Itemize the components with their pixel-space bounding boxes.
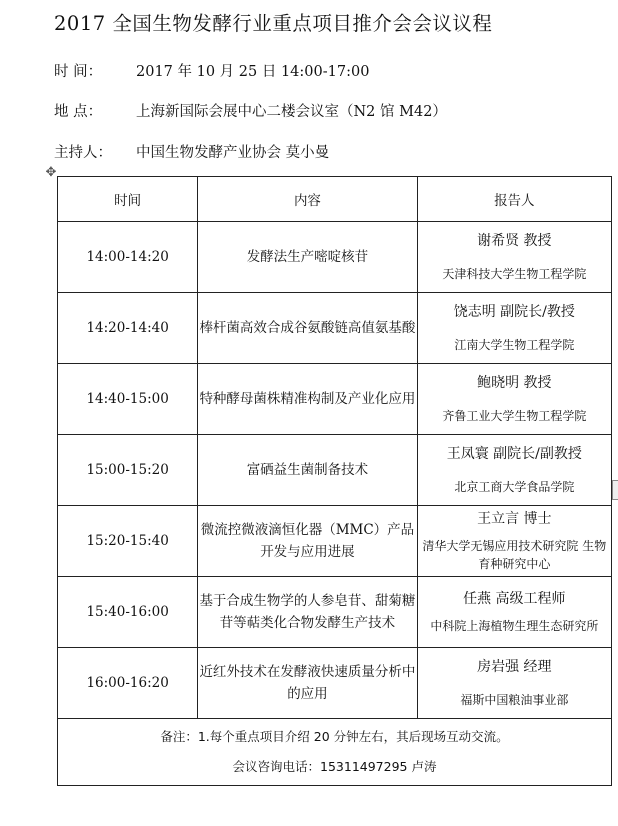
reporter-org: 天津科技大学生物工程学院 — [442, 267, 587, 281]
page-title: 2017 全国生物发酵行业重点项目推介会会议议程 — [54, 12, 493, 35]
location-value: 上海新国际会展中心二楼会议室（N2 馆 M42） — [136, 104, 447, 120]
row-content: 微流控微液滴恒化器（MMC）产品开发与应用进展 — [198, 506, 417, 577]
reporter-org: 清华大学无锡应用技术研究院 生物育种研究中心 — [422, 539, 607, 571]
move-icon[interactable]: ✥ — [45, 165, 57, 180]
table-row — [58, 506, 612, 577]
reporter-org: 齐鲁工业大学生物工程学院 — [442, 409, 587, 423]
reporter-org: 中科院上海植物生理生态研究所 — [430, 619, 599, 633]
contact-line: 会议咨询电话：15311497295 卢涛 — [232, 759, 437, 774]
table-row — [58, 648, 612, 719]
row-time: 15:40-16:00 — [58, 577, 198, 648]
reporter-name: 王立言 博士 — [477, 511, 552, 527]
schedule-table — [57, 176, 612, 786]
row-reporter — [417, 435, 611, 506]
row-time: 14:20-14:40 — [58, 293, 198, 364]
reporter-name: 王凤寰 副院长/副教授 — [446, 446, 582, 462]
reporter-name: 谢希贤 教授 — [477, 233, 552, 249]
row-reporter — [417, 222, 611, 293]
row-time: 14:00-14:20 — [58, 222, 198, 293]
note-row — [58, 719, 612, 786]
row-content: 基于合成生物学的人参皂苷、甜菊糖苷等萜类化合物发酵生产技术 — [198, 577, 417, 648]
table-row — [58, 435, 612, 506]
row-content: 近红外技术在发酵液快速质量分析中的应用 — [198, 648, 417, 719]
header-reporter: 报告人 — [417, 177, 611, 222]
info-time — [54, 60, 369, 81]
row-reporter — [417, 293, 611, 364]
header-content: 内容 — [198, 177, 417, 222]
host-value: 中国生物发酵产业协会 莫小曼 — [136, 145, 330, 161]
row-time: 14:40-15:00 — [58, 364, 198, 435]
row-content: 特种酵母菌株精准构制及产业化应用 — [198, 364, 417, 435]
row-time: 15:00-15:20 — [58, 435, 198, 506]
time-label: 时 间： — [54, 64, 103, 80]
table-row — [58, 293, 612, 364]
row-content: 发酵法生产嘧啶核苷 — [198, 222, 417, 293]
note-cell — [58, 719, 612, 786]
scroll-marker[interactable] — [612, 480, 618, 500]
table-row — [58, 222, 612, 293]
location-label: 地 点： — [54, 104, 103, 120]
table-header-row — [58, 177, 612, 222]
header-time: 时间 — [58, 177, 198, 222]
note-line: 备注：1.每个重点项目介绍 20 分钟左右，其后现场互动交流。 — [160, 729, 509, 744]
host-label: 主持人： — [54, 145, 112, 161]
info-host — [54, 141, 329, 162]
reporter-name: 房岩强 经理 — [477, 659, 552, 675]
reporter-name: 饶志明 副院长/教授 — [453, 304, 575, 320]
row-reporter — [417, 577, 611, 648]
reporter-org: 江南大学生物工程学院 — [454, 338, 575, 352]
time-value: 2017 年 10 月 25 日 14:00-17:00 — [136, 64, 370, 80]
reporter-name: 鲍晓明 教授 — [477, 375, 552, 391]
row-content: 棒杆菌高效合成谷氨酸链高值氨基酸 — [198, 293, 417, 364]
table-row — [58, 364, 612, 435]
row-reporter — [417, 506, 611, 577]
row-reporter — [417, 364, 611, 435]
row-time: 16:00-16:20 — [58, 648, 198, 719]
row-time: 15:20-15:40 — [58, 506, 198, 577]
info-location — [54, 100, 447, 121]
row-content: 富硒益生菌制备技术 — [198, 435, 417, 506]
reporter-name: 任燕 高级工程师 — [463, 591, 566, 607]
table-row — [58, 577, 612, 648]
reporter-org: 福斯中国粮油事业部 — [460, 693, 569, 707]
row-reporter — [417, 648, 611, 719]
reporter-org: 北京工商大学食品学院 — [454, 480, 575, 494]
